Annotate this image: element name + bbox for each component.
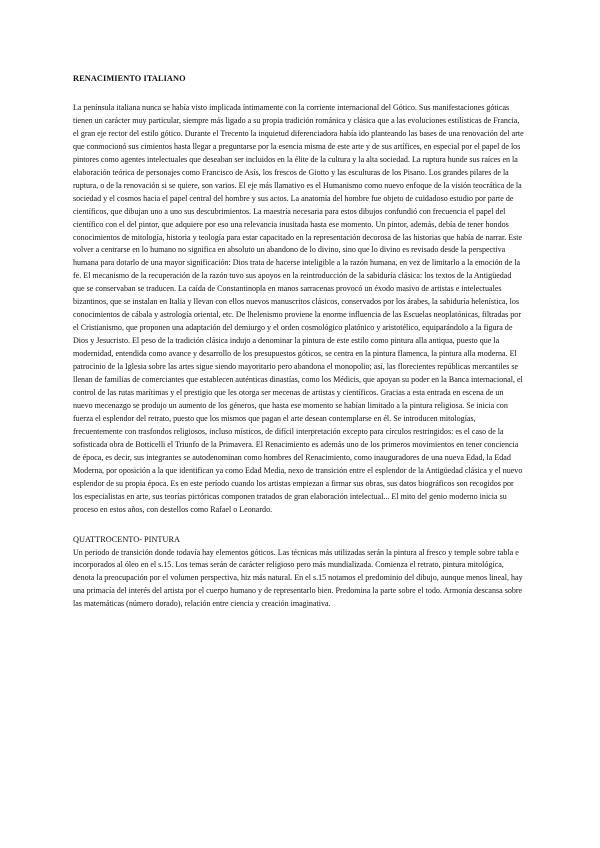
paragraph-renacimiento: La península italiana nunca se había visto implicada íntimamente con la corriente internacional del Gótico. Sus manifestaciones góticas tienen un carácter muy particular, siempre más ligado a su propia tradición románica y clásica que a las evoluciones estilísticas de Francia, el gran eje rector del estilo gótico. Durante el Trecento la inquietud diferenciadora había ido planteando las bases de una renovación del arte que conmocionó sus cimientos hasta llegar a preguntarse por la esencia misma de este arte y de sus artífices, en especial por el papel de los pintores como agentes intelectuales que deseaban ser incluidos en la élite de la cultura y la alta sociedad. La ruptura hunde sus raíces en la elaboración teórica de personajes como Francisco de Asís, los frescos de Giotto y las esculturas de los Pisano. Los grandes pilares de la ruptura, o de la renovación si se quiere, son varios. El eje más llamativo es el Humanismo como nuevo enfoque de la visión teocrática de la sociedad y el cosmos hacia el papel central del hombre y sus actos. La anatomía del hombre fue objeto de cuidadoso estudio por parte de científicos, que dibujan uno a uno sus descubrimientos. La maestría necesaria para estos dibujos confundió con frecuencia el papel del científico con el del pintor, que adquiere por eso una relevancia inusitada hasta ese momento. Un pintor, además, debía de tener hondos conocimientos de mitología, historia y teología para estar capacitado en la representación decorosa de las historias que había de narrar. Este volver a centrarse en lo humano no significa en absoluto un abandono de lo divino, sino que lo divino es revisado desde la perspectiva humana para dotarlo de una mayor significación: Dios trata de hacerse inteligible a la razón humana, en vez de limitarlo a la emoción de la fe. El mecanismo de la recuperación de la razón tuvo sus apoyos en la reintroducción de la sabiduría clásica: los textos de la Antigüedad que se conservaban se traducen. La caída de Constantinopla en manos sarracenas provocó un éxodo masivo de artistas e intelectuales bizantinos, que se instalan en Italia y llevan con ellos nuevos manuscritos clásicos, conservados por los árabes, la sabiduría helenística, los conocimientos de cábala y astrología oriental, etc. De lhelenismo proviene la enorme influencia de las Escuelas neoplatónicas, filtradas por el Cristianismo, que proponen una adaptación del demiurgo y el orden cosmológico platónico y aristotélico, equiparándolo a la figura de Dios y Jesucristo. El peso de la tradición clásica indujo a denominar la pintura de este estilo como pintura alla antiqua, puesto que la modernidad, entendida como avance y desarrollo de los presupuestos góticos, se centra en la pintura flamenca, la pintura alla moderna. El patrocinio de la Iglesia sobre las artes sigue siendo mayoritario pero abandona el monopolio; así, las florecientes repúblicas mercantiles se llenan de familias de comerciantes que establecen auténticas dinastías, como los Médicis, que apoyan su poder en la Banca internacional, el control de las rutas marítimas y el prestigio que les otorga ser mecenas de artistas y científicos. Gracias a esta entrada en escena de un nuevo mecenazgo se produjo un aumento de los géneros, que hasta ese momento se habían limitado a la pintura religiosa. Se inicia con fuerza el esplendor del retrato, puesto que los mismos que pagan el arte desean contemplarse en él. Se introducen mitologías, frecuentemente con trasfondos religiosos, incluso místicos, de difícil interpretación excepto para círculos restringidos: es el caso de la sofisticada obra de Botticelli el Triunfo de la Primavera. El Renacimiento es además uno de los primeros movimientos en tener conciencia de época, es decir, sus integrantes se autodenominan como hombres del Renacimiento, como inauguradores de una nueva Edad, la Edad Moderna, por oposición a la que identifican ya como Edad Media, nexo de transición entre el esplendor de la Antigüedad clásica y el nuevo esplendor de su propia época. Es en este período cuando los artistas empiezan a firmar sus obras, sus datos biográficos son recogidos por los especialistas en arte, sus teorías pictóricas componen tratados de gran elaboración intelectual... El mito del genio moderno inicia su proceso en estos años, con destellos como Rafael o Leonardo. — [73, 103, 524, 514]
document-title: RENACIMIENTO ITALIANO — [73, 74, 186, 83]
paragraph-quattrocento: Un periodo de transición donde todavía hay elementos góticos. Las técnicas más utilizadas serán la pintura al fresco y temple sobre tabla e incorporados al óleo en el s.15. Los temas serán de carácter religioso pero más mundializada. Comienza el retrato, pintura mitológica, denota la preocupación por el volumen perspectiva, hiz más natural. En el s.15 notamos el predominio del dibujo, aunque menos lineal, hay una primacía del interés del artista por el cuerpo humano y de representarlo bien. Predomina la parte sobre el todo. Armonía descansa sobre las matemáticas (número dorado), relación entre ciencia y creación imaginativa. — [73, 547, 523, 609]
document-body — [73, 73, 525, 611]
section-heading-quattrocento: QUATTROCENTO- PINTURA — [73, 534, 181, 544]
